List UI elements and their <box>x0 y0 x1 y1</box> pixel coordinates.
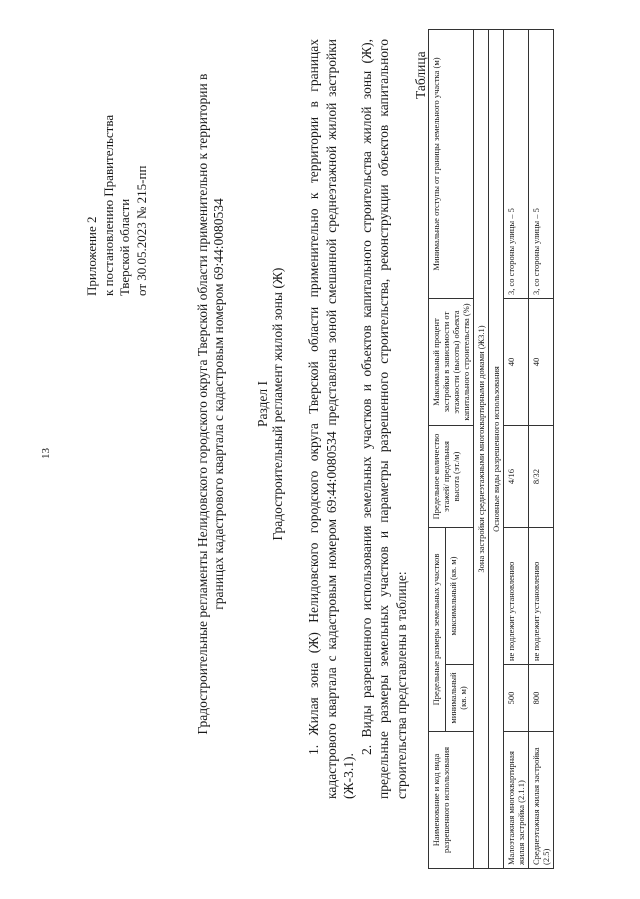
paragraph: 2. Виды разрешенного использования земельных участков и объектов капитального строительства жилой зоны (Ж), предельные размеры земельных участков и параметры разрешенного строительства, реконструкции объектов капитального строительства представлены в таблице: <box>358 39 409 799</box>
cell-max: не подлежит установлению <box>504 528 529 665</box>
appendix-line: Тверской области <box>117 198 132 296</box>
cell-name: Малоэтажная многоквартирная жилая застройка (2.1.1) <box>504 732 529 869</box>
cell-max: не подлежит установлению <box>529 528 554 665</box>
subheader: Основные виды разрешенного использования <box>489 30 504 869</box>
cell-floors: 8/32 <box>529 426 554 528</box>
table-subheader-row <box>489 30 504 869</box>
header-max: максимальный (кв. м) <box>445 528 473 665</box>
table-header-row <box>429 30 446 869</box>
header-floors: Предельное количество этажей/ предельная высота (эт./м) <box>429 426 474 528</box>
document-title-line: границах кадастрового квартала с кадастровым номером 69:44:0080534 <box>211 198 226 610</box>
page-number: 13 <box>40 448 52 459</box>
appendix-block <box>84 16 150 296</box>
table-zone-row <box>474 30 489 869</box>
appendix-line: от 30.05.2023 № 215-пп <box>133 165 149 296</box>
table-row <box>504 30 529 869</box>
cell-name: Среднеэтажная жилая застройка (2.5) <box>529 732 554 869</box>
appendix-line: к постановлению Правительства <box>100 114 116 296</box>
zone-title: Зона застройки среднеэтажными многоквартирными домами (Ж3.1) <box>474 30 489 869</box>
section-number: Раздел I <box>255 380 270 428</box>
table-label: Таблица <box>413 51 428 99</box>
section-title: Градостроительный регламент жилой зоны (Ж) <box>270 267 285 541</box>
header-name: Наименование и код вида разрешенного использования <box>429 732 474 869</box>
body-text <box>305 39 410 799</box>
document-title <box>195 0 227 819</box>
cell-floors: 4/16 <box>504 426 529 528</box>
header-sizes-group: Предельные размеры земельных участков <box>429 528 446 732</box>
cell-setbacks: 3, со стороны улицы – 5 <box>529 30 554 299</box>
document-title-line: Градостроительные регламенты Нелидовского городского округа Тверской области применительно к территории в <box>195 73 210 735</box>
table-row <box>529 30 554 869</box>
cell-percent: 40 <box>504 299 529 426</box>
regulation-table <box>428 29 554 869</box>
cell-min: 800 <box>529 665 554 732</box>
appendix-line: Приложение 2 <box>84 216 99 296</box>
header-min: минимальный (кв. м) <box>445 665 473 732</box>
header-percent: Максимальный процент застройки в зависимости от этажности (высоты) объекта капитального строительства (%) <box>429 299 474 426</box>
paragraph: 1. Жилая зона (Ж) Нелидовского городского округа Тверской области применительно к территории в границах кадастрового квартала с кадастровым номером 69:44:0080534 представлена зоной смешанной среднеэтажной жилой застройки (Ж-3.1). <box>306 39 356 799</box>
cell-min: 500 <box>504 665 529 732</box>
cell-percent: 40 <box>529 299 554 426</box>
header-setbacks: Минимальные отступы от границы земельного участка (м) <box>429 30 474 299</box>
cell-setbacks: 3, со стороны улицы – 5 <box>504 30 529 299</box>
